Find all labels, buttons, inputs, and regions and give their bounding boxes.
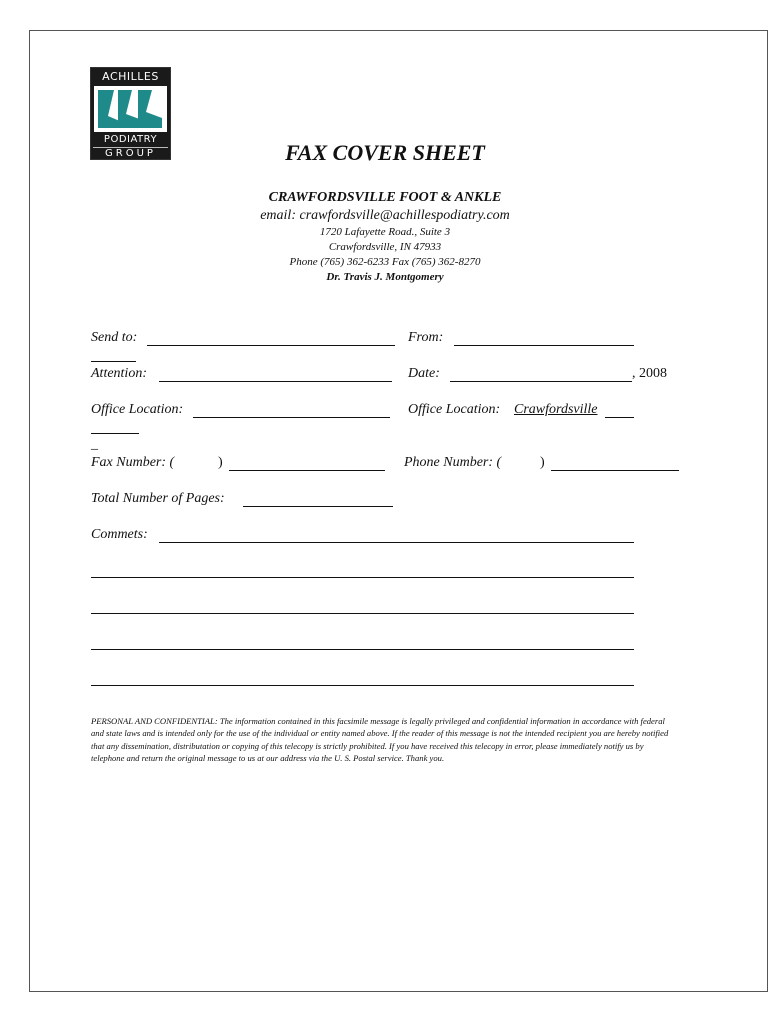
comments-label: Commets: bbox=[91, 527, 148, 542]
fax-paren-close: ) bbox=[218, 455, 223, 470]
address-line-2: Crawfordsville, IN 47933 bbox=[328, 241, 442, 253]
send-to-line-continued bbox=[91, 361, 136, 362]
from-label: From: bbox=[408, 330, 444, 345]
from-line[interactable] bbox=[454, 345, 634, 346]
date-label: Date: bbox=[408, 366, 440, 381]
phone-number-line[interactable] bbox=[551, 470, 679, 471]
attention-label: Attention: bbox=[91, 366, 147, 381]
total-pages-line[interactable] bbox=[243, 506, 393, 507]
office-location-right-line bbox=[605, 417, 634, 418]
send-to-label: Send to: bbox=[91, 330, 138, 345]
logo-middle-text: PODIATRY bbox=[103, 134, 158, 145]
attention-line[interactable] bbox=[159, 381, 392, 382]
page-title: FAX COVER SHEET bbox=[285, 140, 485, 165]
date-year: , 2008 bbox=[632, 366, 667, 381]
send-to-line[interactable] bbox=[147, 345, 395, 346]
office-location-right-label: Office Location: bbox=[408, 402, 501, 417]
address-line-1: 1720 Lafayette Road., Suite 3 bbox=[319, 226, 451, 238]
phone-fax: Phone (765) 362-6233 Fax (765) 362-8270 bbox=[289, 256, 481, 268]
office-location-label: Office Location: bbox=[91, 402, 184, 417]
office-location-value: Crawfordsville bbox=[514, 402, 598, 417]
comments-line-2[interactable] bbox=[91, 577, 634, 578]
fax-number-line[interactable] bbox=[229, 470, 385, 471]
doctor-name: Dr. Travis J. Montgomery bbox=[326, 271, 444, 283]
fax-number-label: Fax Number: ( bbox=[91, 455, 175, 470]
logo-top-text: ACHILLES bbox=[102, 70, 159, 83]
comments-line-3[interactable] bbox=[91, 613, 634, 614]
practice-email: email: crawfordsville@achillespodiatry.com bbox=[260, 208, 510, 223]
comments-line-5[interactable] bbox=[91, 685, 634, 686]
phone-paren-close: ) bbox=[540, 455, 545, 470]
date-line[interactable] bbox=[450, 381, 632, 382]
phone-number-label: Phone Number: ( bbox=[404, 455, 502, 470]
practice-name: CRAWFORDSVILLE FOOT & ANKLE bbox=[268, 190, 502, 205]
comments-line-1[interactable] bbox=[159, 542, 634, 543]
logo-bottom-text: GROUP bbox=[93, 147, 168, 159]
total-pages-label: Total Number of Pages: bbox=[91, 491, 225, 506]
office-location-line-continued bbox=[91, 433, 139, 434]
page-border bbox=[29, 30, 768, 992]
office-location-line[interactable] bbox=[193, 417, 390, 418]
comments-line-4[interactable] bbox=[91, 649, 634, 650]
dash-mark: _ bbox=[91, 437, 98, 452]
logo-feet-icon bbox=[94, 86, 167, 132]
confidentiality-notice: PERSONAL AND CONFIDENTIAL: The information contained in this facsimile message is legally privileged and confidential information in accordance with federal and state laws and is intended only for the use of the individual or entity named above. If the reader of this message is not the intended recipient you are hereby notified that any dissemination, distributation or copying of this telecopy is strictly prohibited. If you have received this telecopy in error, please immediately notify us by telephone and return the original message to us at our address via the U. S. Postal service. Thank you. bbox=[91, 716, 669, 764]
